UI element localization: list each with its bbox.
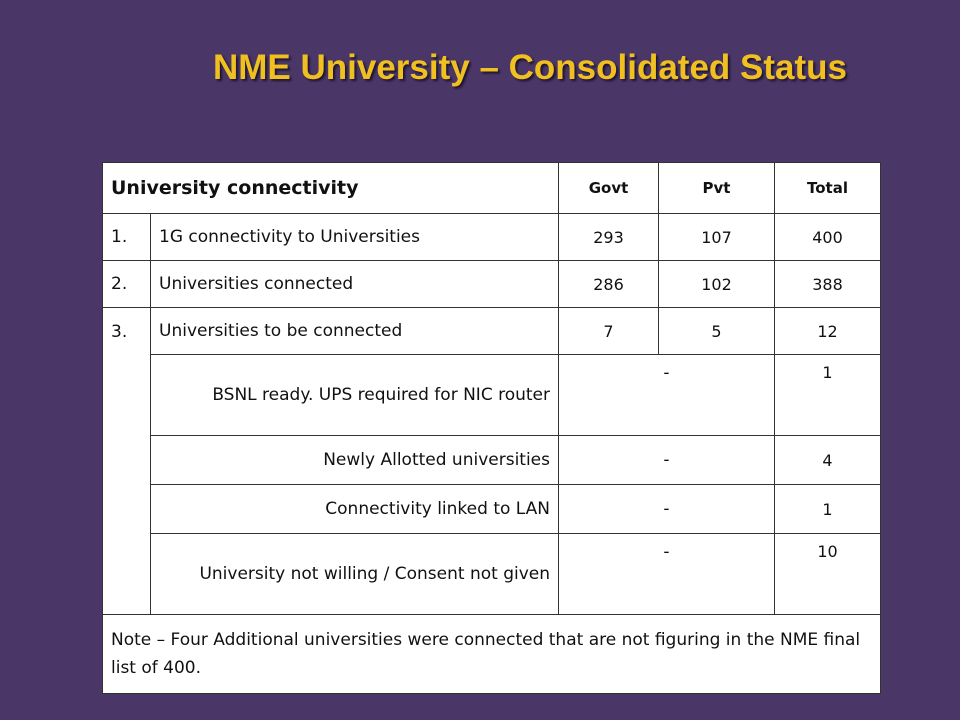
row-total: 400: [775, 214, 881, 261]
subrow-label: University not willing / Consent not given: [151, 534, 559, 615]
table-row: [103, 308, 881, 355]
subrow-label: Connectivity linked to LAN: [151, 485, 559, 534]
table-row: [103, 214, 881, 261]
column-header-pvt: Pvt: [659, 163, 775, 214]
row-label: 1G connectivity to Universities: [151, 214, 559, 261]
table-note: Note – Four Additional universities were connected that are not figuring in the NME final list of 400.: [103, 615, 881, 694]
row-pvt: 102: [659, 261, 775, 308]
row-pvt: 5: [659, 308, 775, 355]
subrow-dash: -: [559, 485, 775, 534]
table-header-title: University connectivity: [103, 163, 559, 214]
row-label: Universities connected: [151, 261, 559, 308]
column-header-govt: Govt: [559, 163, 659, 214]
row-govt: 293: [559, 214, 659, 261]
row-total: 12: [775, 308, 881, 355]
row-number: 2.: [103, 261, 151, 308]
subrow-dash: -: [559, 534, 775, 615]
status-table: [102, 162, 881, 694]
table-header-row: [103, 163, 881, 214]
table-subrow: [103, 355, 881, 436]
table-note-row: [103, 615, 881, 694]
slide-title: NME University – Consolidated Status: [212, 48, 848, 87]
subrow-total: 4: [775, 436, 881, 485]
subrow-total: 1: [775, 355, 881, 436]
row-total: 388: [775, 261, 881, 308]
table-subrow: [103, 436, 881, 485]
subrow-total: 1: [775, 485, 881, 534]
subrow-total: 10: [775, 534, 881, 615]
column-header-total: Total: [775, 163, 881, 214]
table-subrow: [103, 534, 881, 615]
row-number: 1.: [103, 214, 151, 261]
row-govt: 286: [559, 261, 659, 308]
subrow-label: Newly Allotted universities: [151, 436, 559, 485]
subrow-dash: -: [559, 436, 775, 485]
row-pvt: 107: [659, 214, 775, 261]
table-row: [103, 261, 881, 308]
row-label: Universities to be connected: [151, 308, 559, 355]
subrow-label: BSNL ready. UPS required for NIC router: [151, 355, 559, 436]
row-number: 3.: [103, 308, 151, 615]
table-subrow: [103, 485, 881, 534]
row-govt: 7: [559, 308, 659, 355]
subrow-dash: -: [559, 355, 775, 436]
